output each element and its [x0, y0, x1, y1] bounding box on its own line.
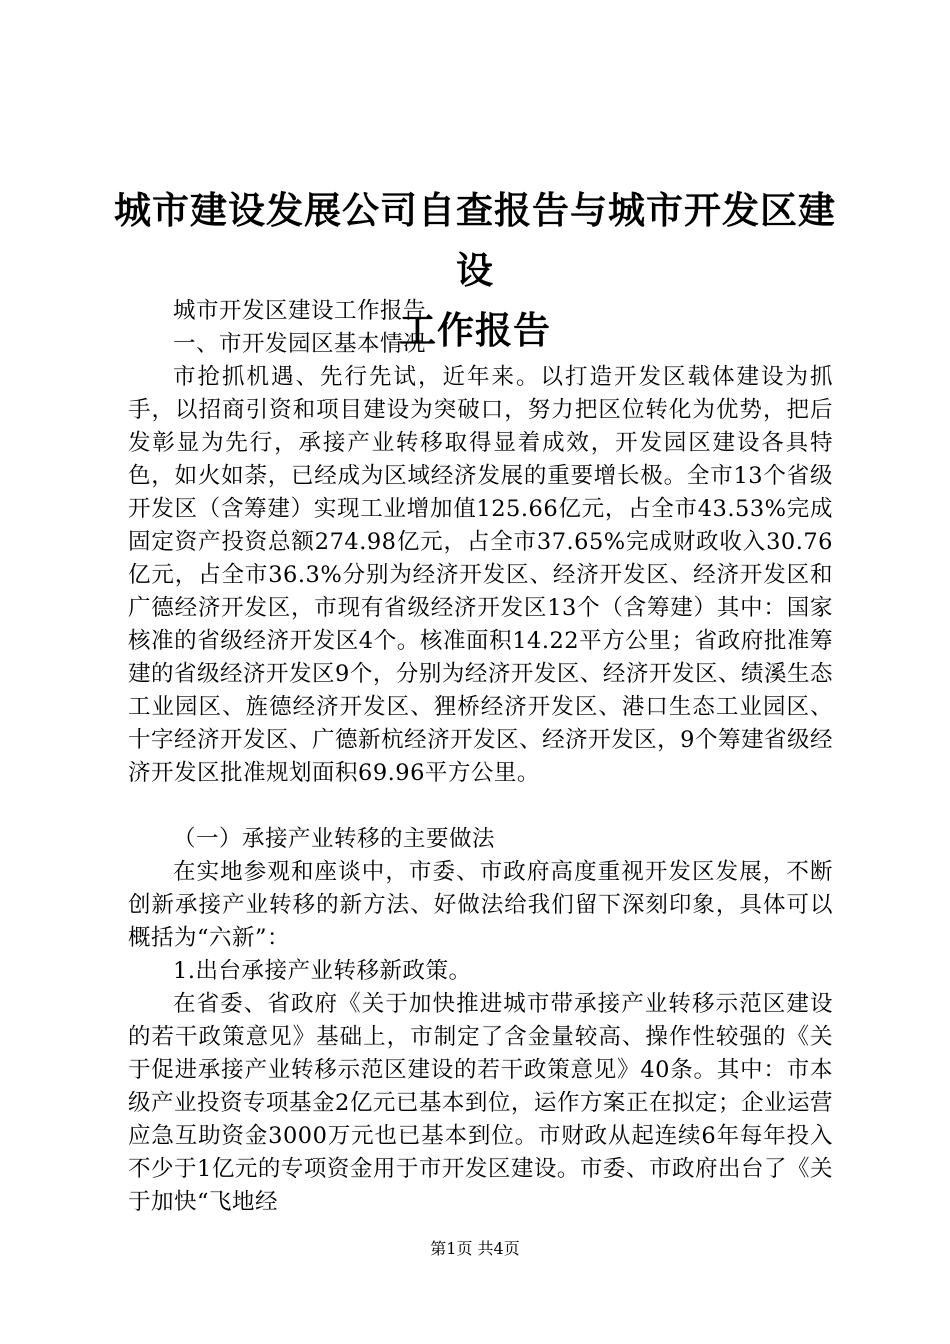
title-line-1: 城市建设发展公司自查报告与城市开发区建设 — [114, 188, 836, 292]
document-body — [128, 295, 833, 1219]
report-subtitle: 城市开发区建设工作报告 — [173, 298, 427, 324]
section-heading: 一、市开发园区基本情况 — [173, 331, 427, 357]
body-paragraph: 在实地参观和座谈中，市委、市政府高度重视开发区发展，不断创新承接产业转移的新方法、好做法给我们留下深刻印象，具体可以概括为“六新”： — [128, 859, 833, 951]
page-footer: 第1页 共4页 — [430, 1239, 520, 1258]
body-paragraph: 在省委、省政府《关于加快推进城市带承接产业转移示范区建设的若干政策意见》基础上，市制定了含金量较高、操作性较强的《关于促进承接产业转移示范区建设的若干政策意见》40条。其中：市本级产业投资专项基金2亿元已基本到位，运作方案正在拟定；企业运营应急互助资金3000万元也已基本到位。市财政从起连续6年每年投入不少于1亿元的专项资金用于市开发区建设。市委、市政府出台了《关于加快“飞地经 — [128, 991, 833, 1215]
subsection-heading: （一）承接产业转移的主要做法 — [173, 826, 496, 852]
list-item-heading: 1.出台承接产业转移新政策。 — [173, 958, 472, 984]
body-paragraph: 市抢抓机遇、先行先试，近年来。以打造开发区载体建设为抓手，以招商引资和项目建设为突破口，努力把区位转化为优势，把后发彰显为先行，承接产业转移取得显着成效，开发园区建设各具特色，如火如荼，已经成为区域经济发展的重要增长极。全市13个省级开发区（含筹建）实现工业增加值125.66亿元，占全市43.53%完成固定资产投资总额274.98亿元，占全市37.65%完成财政收入30.76亿元，占全市36.3%分别为经济开发区、经济开发区、经济开发区和广德经济开发区，市现有省级经济开发区13个（含筹建）其中：国家核准的省级经济开发区4个。核准面积14.22平方公里；省政府批准筹建的省级经济开发区9个，分别为经济开发区、经济开发区、绩溪生态工业园区、旌德经济开发区、狸桥经济开发区、港口生态工业园区、十字经济开发区、广德新杭经济开发区、经济开发区，9个筹建省级经济开发区批准规划面积69.96平方公里。 — [128, 364, 833, 786]
title-line-2: 工作报告 — [399, 308, 551, 352]
